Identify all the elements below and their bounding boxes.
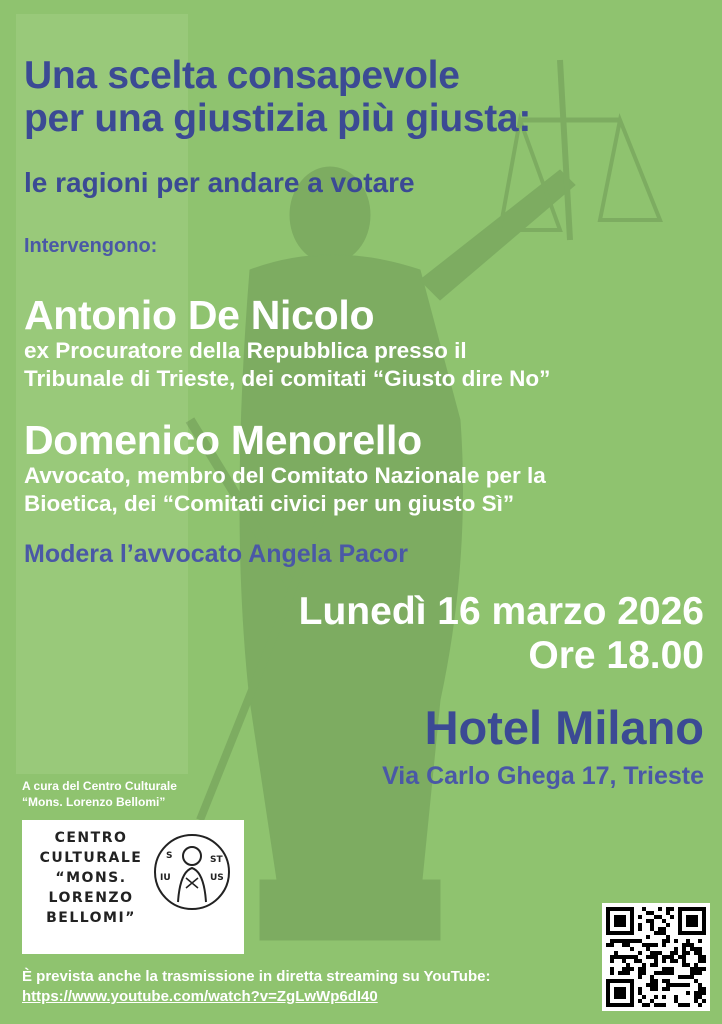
speaker-name: Domenico Menorello — [24, 417, 422, 463]
logo-text-line: CULTURALE — [39, 850, 143, 866]
seal-letter: IU — [160, 873, 171, 883]
speaker-description-line: ex Procuratore della Repubblica presso il — [24, 338, 467, 363]
logo-text-line: CENTRO — [54, 830, 128, 846]
organizer-logo — [22, 820, 244, 954]
seal-letter: ST — [210, 855, 223, 865]
qr-code-icon — [602, 903, 710, 1011]
speaker-block-1 — [24, 293, 550, 393]
title-line-1: Una scelta consapevole — [24, 54, 460, 97]
moderator-text: Modera l’avvocato Angela Pacor — [24, 540, 408, 568]
title-line-2: per una giustizia più giusta: — [24, 97, 532, 140]
speaker-name: Antonio De Nicolo — [24, 292, 375, 338]
logo-text-line: LORENZO — [48, 890, 134, 906]
organizer-credit — [22, 778, 177, 810]
venue-name: Hotel Milano — [424, 701, 704, 754]
page-title — [24, 54, 531, 140]
seal-letter: S — [166, 851, 173, 861]
speaker-description-line: Avvocato, membro del Comitato Nazionale per la — [24, 463, 546, 488]
venue-address: Via Carlo Ghega 17, Trieste — [382, 762, 704, 790]
youtube-link[interactable]: https://www.youtube.com/watch?v=ZgLwWp6dI40 — [22, 988, 378, 1005]
organizer-line: “Mons. Lorenzo Bellomi” — [22, 795, 166, 809]
event-datetime — [299, 590, 704, 678]
event-time: Ore 18.00 — [528, 634, 704, 677]
speaker-description-line: Bioetica, dei “Comitati civici per un giusto Sì” — [24, 491, 515, 516]
logo-text — [32, 828, 150, 928]
event-date: Lunedì 16 marzo 2026 — [298, 590, 704, 633]
saint-seal-icon — [152, 832, 232, 912]
logo-text-line: BELLOMI” — [46, 910, 136, 926]
speaker-description-line: Tribunale di Trieste, dei comitati “Giusto dire No” — [24, 366, 551, 391]
qr-code[interactable] — [602, 903, 710, 1011]
seal-letter: US — [210, 873, 224, 883]
speakers-heading: Intervengono: — [24, 235, 158, 257]
subtitle: le ragioni per andare a votare — [24, 167, 415, 198]
organizer-line: A cura del Centro Culturale — [22, 779, 177, 793]
streaming-notice: È prevista anche la trasmissione in diretta streaming su YouTube: — [22, 968, 491, 985]
logo-text-line: “MONS. — [55, 870, 127, 886]
speaker-block-2 — [24, 418, 546, 518]
